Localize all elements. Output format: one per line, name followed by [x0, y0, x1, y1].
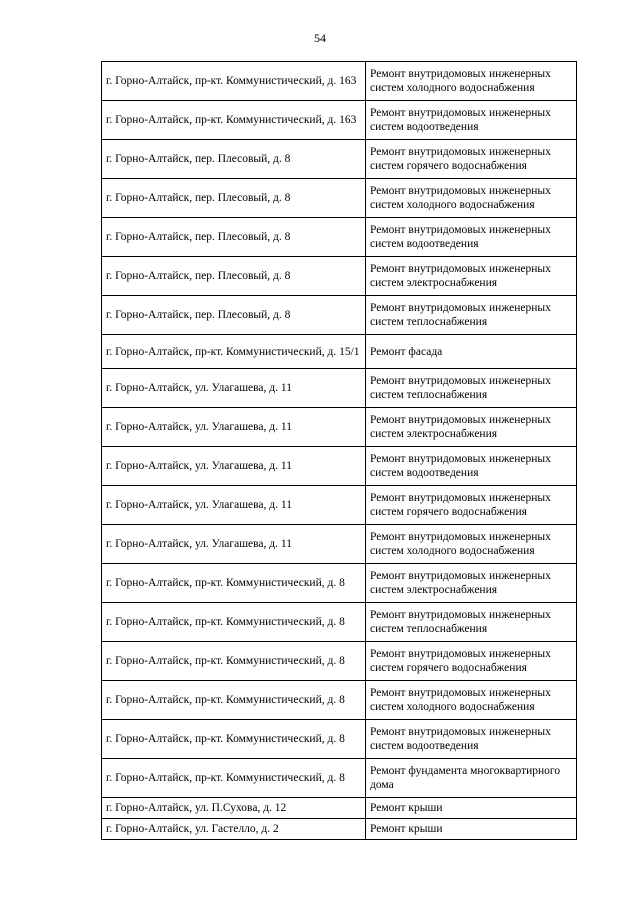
- address-cell: г. Горно-Алтайск, ул. Улагашева, д. 11: [102, 525, 366, 564]
- table-row: [102, 486, 577, 525]
- address-cell: г. Горно-Алтайск, пер. Плесовый, д. 8: [102, 179, 366, 218]
- address-cell: г. Горно-Алтайск, ул. Улагашева, д. 11: [102, 369, 366, 408]
- work-type-cell: Ремонт внутридомовых инженерных систем холодного водоснабжения: [366, 62, 577, 101]
- address-cell: г. Горно-Алтайск, пер. Плесовый, д. 8: [102, 218, 366, 257]
- address-cell: г. Горно-Алтайск, пр-кт. Коммунистический, д. 8: [102, 564, 366, 603]
- table-row: [102, 257, 577, 296]
- table-row: [102, 720, 577, 759]
- table-row: [102, 62, 577, 101]
- work-type-cell: Ремонт крыши: [366, 819, 577, 840]
- table-row: [102, 819, 577, 840]
- table-row: [102, 335, 577, 369]
- work-type-cell: Ремонт внутридомовых инженерных систем водоотведения: [366, 447, 577, 486]
- work-type-cell: Ремонт внутридомовых инженерных систем теплоснабжения: [366, 296, 577, 335]
- address-cell: г. Горно-Алтайск, пр-кт. Коммунистический, д. 8: [102, 759, 366, 798]
- page-number: 54: [314, 31, 326, 45]
- table-row: [102, 369, 577, 408]
- address-cell: г. Горно-Алтайск, пр-кт. Коммунистический, д. 163: [102, 62, 366, 101]
- works-table: [101, 61, 577, 840]
- table-row: [102, 101, 577, 140]
- table-row: [102, 296, 577, 335]
- work-type-cell: Ремонт внутридомовых инженерных систем электроснабжения: [366, 408, 577, 447]
- work-type-cell: Ремонт внутридомовых инженерных систем холодного водоснабжения: [366, 681, 577, 720]
- work-type-cell: Ремонт внутридомовых инженерных систем водоотведения: [366, 720, 577, 759]
- address-cell: г. Горно-Алтайск, пер. Плесовый, д. 8: [102, 296, 366, 335]
- table-row: [102, 681, 577, 720]
- work-type-cell: Ремонт внутридомовых инженерных систем теплоснабжения: [366, 369, 577, 408]
- address-cell: г. Горно-Алтайск, пр-кт. Коммунистический, д. 163: [102, 101, 366, 140]
- work-type-cell: Ремонт внутридомовых инженерных систем горячего водоснабжения: [366, 642, 577, 681]
- table-row: [102, 525, 577, 564]
- table-row: [102, 564, 577, 603]
- table-row: [102, 408, 577, 447]
- work-type-cell: Ремонт внутридомовых инженерных систем горячего водоснабжения: [366, 486, 577, 525]
- work-type-cell: Ремонт фундамента многоквартирного дома: [366, 759, 577, 798]
- address-cell: г. Горно-Алтайск, пер. Плесовый, д. 8: [102, 257, 366, 296]
- table-row: [102, 603, 577, 642]
- table-row: [102, 447, 577, 486]
- work-type-cell: Ремонт внутридомовых инженерных систем теплоснабжения: [366, 603, 577, 642]
- work-type-cell: Ремонт внутридомовых инженерных систем холодного водоснабжения: [366, 525, 577, 564]
- address-cell: г. Горно-Алтайск, пр-кт. Коммунистический, д. 8: [102, 681, 366, 720]
- work-type-cell: Ремонт внутридомовых инженерных систем холодного водоснабжения: [366, 179, 577, 218]
- work-type-cell: Ремонт внутридомовых инженерных систем электроснабжения: [366, 257, 577, 296]
- work-type-cell: Ремонт внутридомовых инженерных систем водоотведения: [366, 101, 577, 140]
- address-cell: г. Горно-Алтайск, пр-кт. Коммунистический, д. 15/1: [102, 335, 366, 369]
- address-cell: г. Горно-Алтайск, пр-кт. Коммунистический, д. 8: [102, 603, 366, 642]
- table-row: [102, 179, 577, 218]
- table-row: [102, 759, 577, 798]
- work-type-cell: Ремонт фасада: [366, 335, 577, 369]
- address-cell: г. Горно-Алтайск, пр-кт. Коммунистический, д. 8: [102, 642, 366, 681]
- address-cell: г. Горно-Алтайск, ул. Улагашева, д. 11: [102, 408, 366, 447]
- table-row: [102, 218, 577, 257]
- address-cell: г. Горно-Алтайск, пр-кт. Коммунистический, д. 8: [102, 720, 366, 759]
- address-cell: г. Горно-Алтайск, ул. П.Сухова, д. 12: [102, 798, 366, 819]
- work-type-cell: Ремонт внутридомовых инженерных систем электроснабжения: [366, 564, 577, 603]
- address-cell: г. Горно-Алтайск, ул. Улагашева, д. 11: [102, 486, 366, 525]
- work-type-cell: Ремонт внутридомовых инженерных систем водоотведения: [366, 218, 577, 257]
- work-type-cell: Ремонт крыши: [366, 798, 577, 819]
- table-row: [102, 798, 577, 819]
- address-cell: г. Горно-Алтайск, ул. Улагашева, д. 11: [102, 447, 366, 486]
- table-row: [102, 140, 577, 179]
- table-row: [102, 642, 577, 681]
- work-type-cell: Ремонт внутридомовых инженерных систем горячего водоснабжения: [366, 140, 577, 179]
- address-cell: г. Горно-Алтайск, пер. Плесовый, д. 8: [102, 140, 366, 179]
- address-cell: г. Горно-Алтайск, ул. Гастелло, д. 2: [102, 819, 366, 840]
